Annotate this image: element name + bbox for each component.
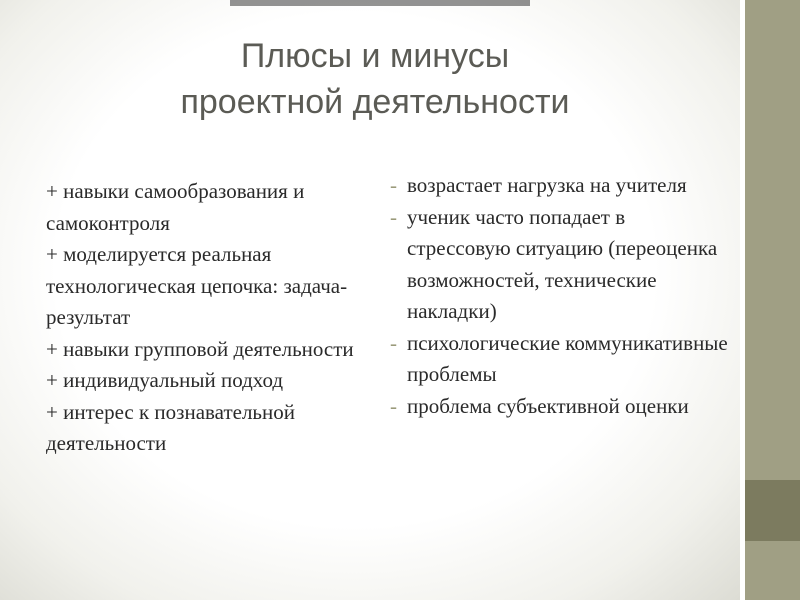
sidebar-accent-block: [745, 480, 800, 541]
cons-list: [390, 170, 730, 422]
cons-item: [390, 170, 730, 202]
pros-item: + интерес к познавательной деятельности: [46, 399, 295, 455]
pros-item: + навыки самообразования и самоконтроля: [46, 179, 305, 235]
dash-bullet-icon: -: [390, 393, 397, 418]
cons-item: [390, 391, 730, 423]
pros-list: [46, 176, 366, 460]
cons-item: [390, 328, 730, 391]
pros-item: + моделируется реальная технологическая цепочка: задача-результат: [46, 242, 348, 329]
dash-bullet-icon: -: [390, 204, 397, 229]
pros-item: + навыки групповой деятельности: [46, 336, 354, 361]
cons-item-text: проблема субъективной оценки: [407, 393, 689, 418]
cons-item-text: ученик часто попадает в стрессовую ситуацию (переоценка возможностей, технические накладки): [407, 204, 718, 323]
cropped-header-strip: [230, 0, 530, 6]
dash-bullet-icon: -: [390, 330, 397, 355]
slide-title: [100, 33, 650, 125]
cons-item: [390, 202, 730, 328]
cons-item-text: психологические коммуникативные проблемы: [407, 330, 728, 386]
pros-item: + индивидуальный подход: [46, 368, 284, 392]
slide-title-line-2: проектной деятельности: [180, 83, 570, 121]
dash-bullet-icon: -: [390, 173, 397, 197]
cons-item-text: возрастает нагрузка на учителя: [407, 173, 687, 197]
slide-title-line-1: Плюсы и минусы: [240, 37, 510, 75]
